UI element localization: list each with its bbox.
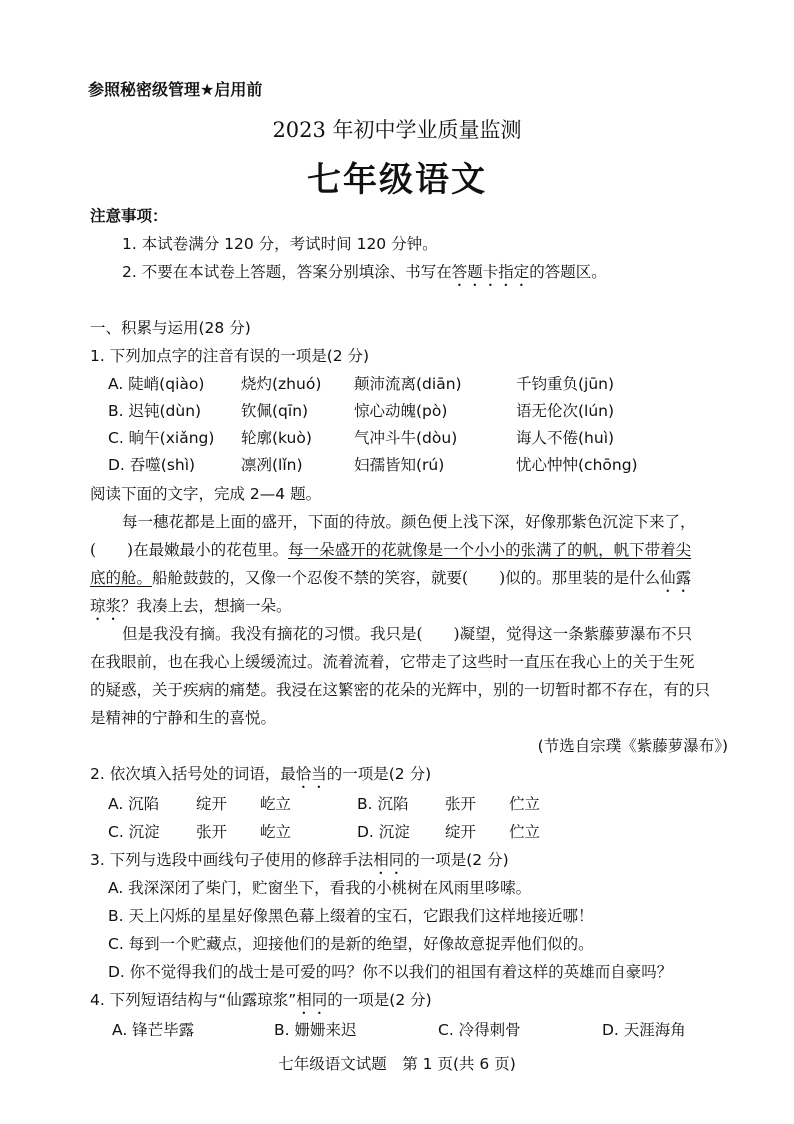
q3-stem-post: 的一项是(2 分) [404, 851, 509, 869]
passage-line: 是精神的宁静和生的喜悦。 [90, 709, 277, 727]
passage-line: 在我眼前，也在我心上缓缓流过。流着流着，它带走了这些时一直压在我心上的关于生死 [90, 653, 695, 671]
q2-option-cell: C. 沉淀 [108, 823, 160, 841]
q1-option-cell: 语无伦次(lún) [516, 402, 615, 420]
subject-title: 七年级语文 [307, 160, 487, 200]
q1-option-cell: 诲人不倦(huì) [516, 429, 615, 447]
q4-option-b: B. 姗姗来迟 [274, 1021, 357, 1039]
passage-line: 每一穗花都是上面的盛开，下面的待放。颜色便上浅下深，好像那紫色沉淀下来了， [122, 513, 696, 531]
q1-option-cell: 气冲斗牛(dòu) [354, 429, 458, 447]
q2-option-cell: 伫立 [509, 795, 541, 813]
q3-option-d: D. 你不觉得我们的战士是可爱的吗？你不以我们的祖国有着这样的英雄而自豪吗？ [108, 963, 673, 981]
confidential-label: 参照秘密级管理★启用前 [88, 80, 263, 99]
q1-option-cell: 妇孺皆知(rú) [354, 456, 445, 474]
q1-option-cell: 忧心忡忡(chōng) [516, 456, 638, 474]
q2-stem-emphasis: 恰当 [295, 765, 327, 783]
reading-intro: 阅读下面的文字，完成 2—4 题。 [90, 485, 322, 503]
passage-line: 但是我没有摘。我没有摘花的习惯。我只是( )凝望，觉得这一条紫藤萝瀑布不只 [122, 625, 693, 643]
passage-line [90, 568, 691, 596]
q2-stem [90, 764, 431, 792]
q1-option-cell: B. 迟钝(dùn) [108, 402, 202, 420]
q1-option-cell: D. 吞噬(shì) [108, 456, 196, 474]
q1-option-cell: 烧灼(zhuó) [241, 375, 322, 393]
q2-option-cell: A. 沉陷 [108, 795, 160, 813]
q2-option-cell: 绽开 [196, 795, 228, 813]
q2-option-cell: 屹立 [260, 823, 292, 841]
q2-option-cell: 屹立 [260, 795, 292, 813]
q1-option-cell: 钦佩(qīn) [241, 402, 309, 420]
q4-stem-emphasis: 相同 [296, 991, 328, 1009]
q1-option-cell: 轮廓(kuò) [241, 429, 312, 447]
q1-option-cell: 千钧重负(jūn) [516, 375, 615, 393]
q4-option-a: A. 锋芒毕露 [112, 1021, 195, 1039]
notice-item-2 [122, 262, 607, 290]
q4-stem-post: 的一项是(2 分) [327, 991, 432, 1009]
passage-line [90, 596, 292, 624]
passage-line: 的疑惑，关于疾病的痛楚。我浸在这繁密的花朵的光辉中，别的一切暂时都不存在，有的只 [90, 681, 711, 699]
passage-line-pre: ( )在最嫩最小的花苞里。 [90, 541, 289, 559]
exam-title: 2023 年初中学业质量监测 [272, 118, 522, 142]
q4-option-d: D. 天涯海角 [602, 1021, 686, 1039]
q2-stem-pre: 2. 依次填入括号处的词语，最 [90, 765, 296, 783]
q2-option-cell: 张开 [196, 823, 228, 841]
q1-option-cell: C. 晌午(xiǎng) [108, 429, 215, 447]
q3-option-c: C. 每到一个贮藏点，迎接他们的是新的绝望，好像故意捉弄他们似的。 [108, 935, 594, 953]
notice-item-2-emphasis: 答题卡指定 [451, 263, 530, 281]
q4-option-c: C. 冷得刺骨 [438, 1021, 521, 1039]
q1-option-cell: 颠沛流离(diān) [354, 375, 462, 393]
emphasis-word: 仙露 [660, 569, 692, 587]
q3-stem [90, 850, 509, 878]
passage-source: (节选自宗璞《紫藤萝瀑布》) [537, 737, 728, 755]
q2-stem-post: 的一项是(2 分) [326, 765, 432, 783]
emphasis-word: 琼浆 [90, 597, 122, 615]
q1-option-cell: 惊心动魄(pò) [354, 402, 448, 420]
notice-heading: 注意事项： [90, 207, 168, 225]
q3-stem-emphasis: 相同 [373, 851, 405, 869]
q2-option-cell: 张开 [445, 795, 477, 813]
q4-stem-pre: 4. 下列短语结构与“仙露琼浆” [90, 991, 297, 1009]
q2-option-cell: 伫立 [509, 823, 541, 841]
q1-stem: 1. 下列加点字的注音有误的一项是(2 分) [90, 347, 370, 365]
q2-option-cell: B. 沉陷 [357, 795, 409, 813]
q1-option-cell: 凛冽(lǐn) [241, 456, 303, 474]
passage-line [90, 540, 691, 560]
notice-item-2-pre: 2. 不要在本试卷上答题，答案分别填涂、书写在 [122, 263, 452, 281]
q2-option-cell: D. 沉淀 [357, 823, 410, 841]
q2-option-cell: 绽开 [445, 823, 477, 841]
passage-line-post: 船舱鼓鼓的，又像一个忍俊不禁的笑容，就要( )似的。那里装的是什么 [152, 569, 661, 587]
underlined-sentence: 每一朵盛开的花就像是一个小小的张满了的帆，帆下带着尖 [288, 541, 692, 559]
q1-option-cell: A. 陡峭(qiào) [108, 375, 205, 393]
notice-item-1: 1. 本试卷满分 120 分，考试时间 120 分钟。 [122, 235, 438, 253]
notice-item-2-post: 的答题区。 [529, 263, 607, 281]
q3-option-a: A. 我深深闭了柴门，贮窗坐下，看我的小桃树在风雨里哆嗦。 [108, 879, 532, 897]
passage-line-post: ？我凑上去，想摘一朵。 [121, 597, 292, 615]
q4-stem [90, 990, 432, 1018]
page-footer: 七年级语文试题 第 1 页(共 6 页) [278, 1055, 516, 1073]
q3-option-b: B. 天上闪烁的星星好像黑色幕上缀着的宝石，它跟我们这样地接近哪！ [108, 907, 594, 925]
q3-stem-pre: 3. 下列与选段中画线句子使用的修辞手法 [90, 851, 374, 869]
underlined-sentence-end: 底的舱。 [90, 569, 153, 587]
section-heading: 一、积累与运用(28 分) [90, 319, 251, 337]
